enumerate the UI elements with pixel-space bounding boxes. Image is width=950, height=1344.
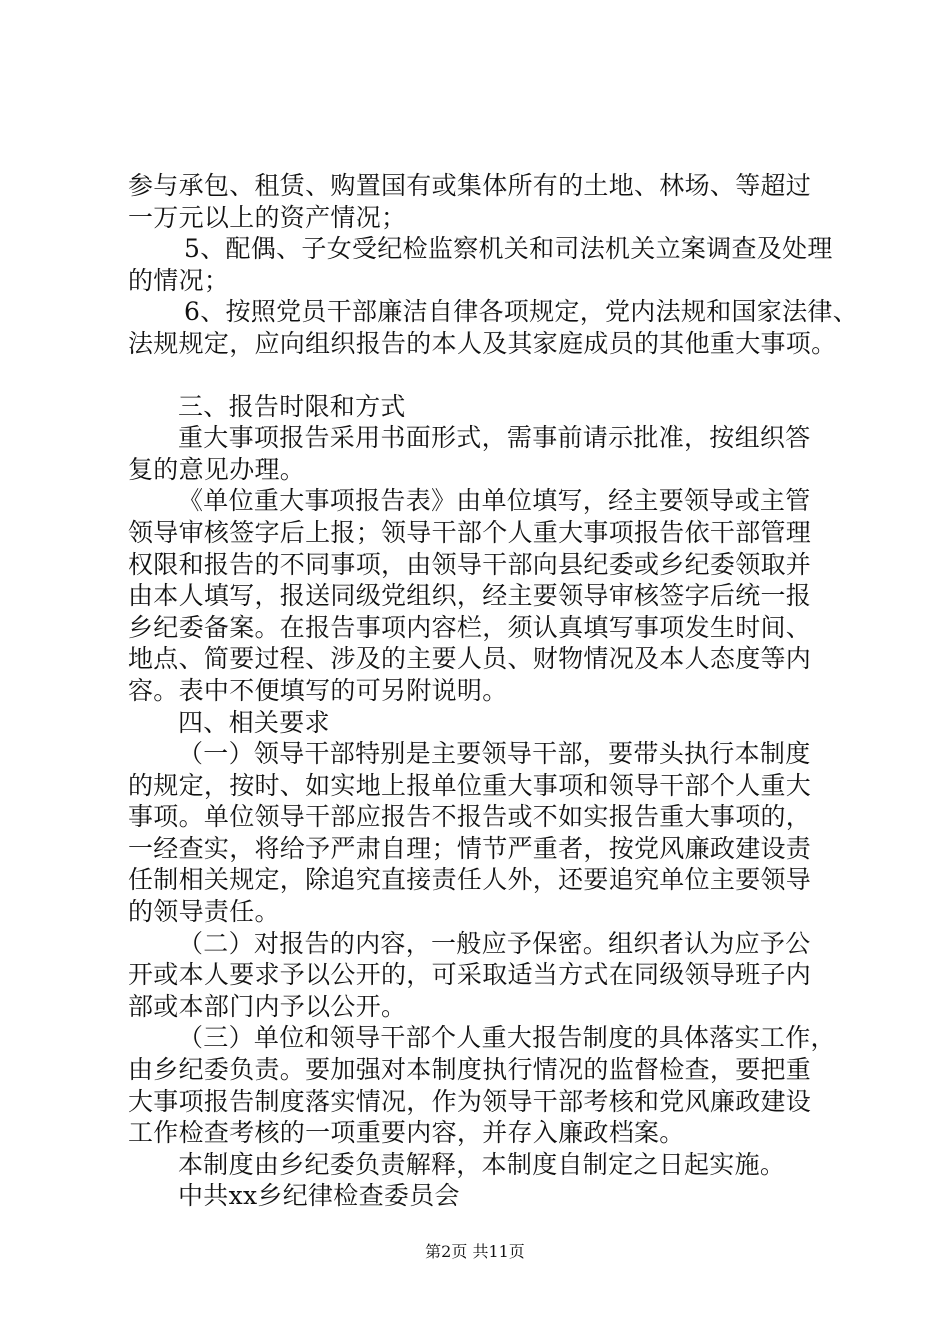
closing-statement: 本制度由乡纪委负责解释，本制度自制定之日起实施。 — [178, 1149, 786, 1179]
requirement-item-3: （三）单位和领导干部个人重大报告制度的具体落实工作， — [178, 1023, 836, 1053]
paragraph-line: 参与承包、租赁、购置国有或集体所有的土地、林场、等超过 — [128, 171, 812, 200]
paragraph-line: 一经查实，将给予严肃自理；情节严重者，按党风廉政建设责 — [128, 833, 812, 863]
paragraph-line: 领导审核签字后上报；领导干部个人重大事项报告依干部管理 — [128, 517, 812, 547]
paragraph-line: 《单位重大事项报告表》由单位填写，经主要领导或主管 — [178, 486, 811, 516]
paragraph-line: 大事项报告制度落实情况，作为领导干部考核和党风廉政建设 — [128, 1086, 812, 1116]
paragraph-line: 复的意见办理。 — [128, 454, 306, 484]
paragraph-line: 法规规定，应向组织报告的本人及其家庭成员的其他重大事项。 — [128, 328, 837, 358]
paragraph-line: 开或本人要求予以公开的，可采取适当方式在同级领导班子内 — [128, 960, 812, 990]
paragraph-line: 权限和报告的不同事项，由领导干部向县纪委或乡纪委领取并 — [128, 549, 812, 579]
document-body — [128, 170, 859, 1212]
paragraph-line: 部或本部门内予以公开。 — [128, 991, 407, 1021]
section-heading-3: 三、报告时限和方式 — [178, 391, 406, 421]
requirement-item-2: （二）对报告的内容，一般应予保密。组织者认为应予公 — [178, 928, 811, 958]
paragraph-line: 的领导责任。 — [128, 897, 280, 927]
paragraph-line: 地点、简要过程、涉及的主要人员、财物情况及本人态度等内 — [128, 644, 812, 674]
list-item-6: 6、按照党员干部廉洁自律各项规定，党内法规和国家法律、 — [184, 297, 859, 327]
paragraph-line: 重大事项报告采用书面形式，需事前请示批准，按组织答 — [178, 423, 811, 453]
section-spacer — [128, 360, 840, 391]
page-number: 第2页 共11页 — [425, 1242, 525, 1261]
paragraph-line: 一万元以上的资产情况； — [128, 202, 407, 232]
requirement-item-1: （一）领导干部特别是主要领导干部，要带头执行本制度 — [178, 739, 811, 769]
signature-organization: 中共xx乡纪律检查委员会 — [178, 1181, 460, 1211]
paragraph-line: 由本人填写，报送同级党组织，经主要领导审核签字后统一报 — [128, 581, 812, 611]
paragraph-line: 事项。单位领导干部应报告不报告或不如实报告重大事项的， — [128, 802, 812, 832]
paragraph-line: 工作检查考核的一项重要内容，并存入廉政档案。 — [128, 1118, 685, 1148]
paragraph-line: 的规定，按时、如实地上报单位重大事项和领导干部个人重大 — [128, 770, 812, 800]
paragraph-line: 容。表中不便填写的可另附说明。 — [128, 675, 508, 705]
paragraph-line: 的情况； — [128, 265, 230, 295]
paragraph-line: 任制相关规定，除追究直接责任人外，还要追究单位主要领导 — [128, 865, 812, 895]
section-heading-4: 四、相关要求 — [178, 707, 330, 737]
paragraph-line: 乡纪委备案。在报告事项内容栏，须认真填写事项发生时间、 — [128, 612, 812, 642]
paragraph-line: 由乡纪委负责。要加强对本制度执行情况的监督检查，要把重 — [128, 1055, 812, 1085]
list-item-5: 5、配偶、子女受纪检监察机关和司法机关立案调查及处理 — [184, 234, 833, 264]
